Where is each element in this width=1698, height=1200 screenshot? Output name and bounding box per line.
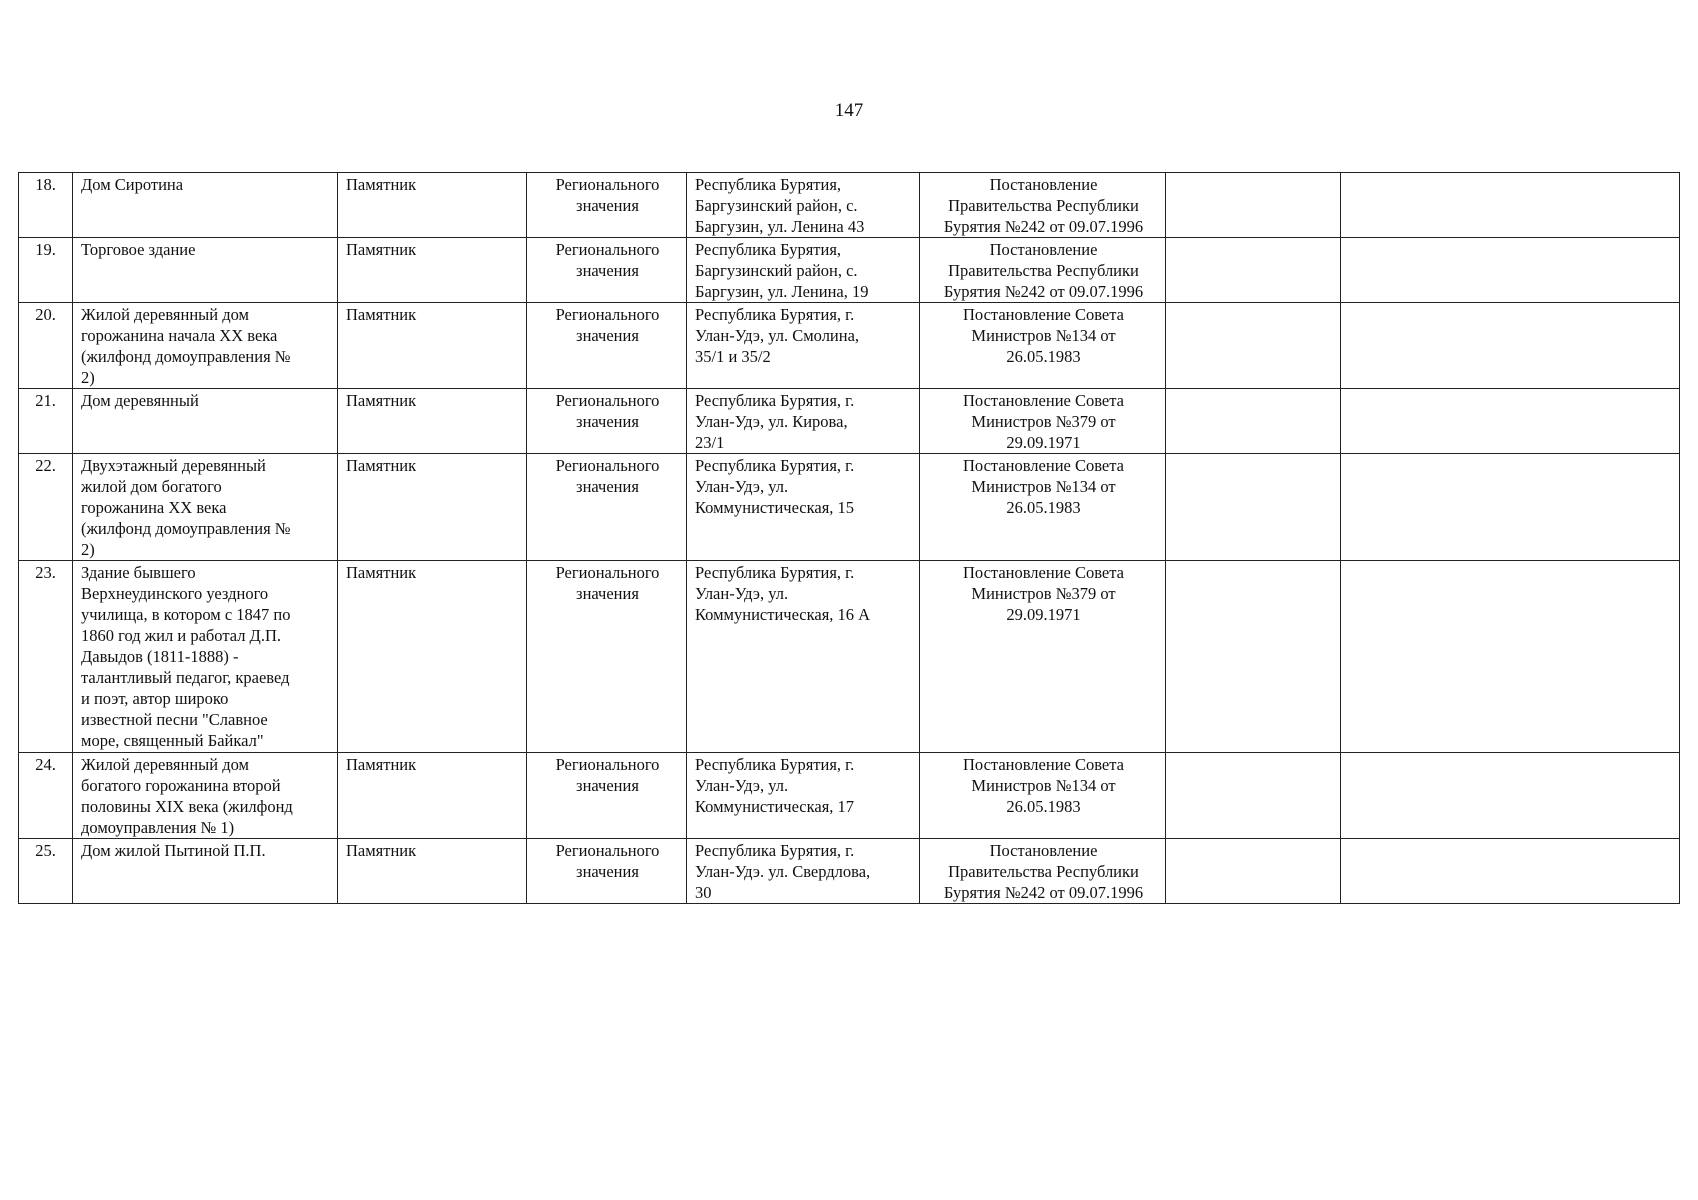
extra-cell-1 [1166, 389, 1341, 454]
object-significance: Регионального значения [527, 561, 687, 753]
object-significance: Регионального значения [527, 454, 687, 561]
object-category: Памятник [338, 173, 527, 238]
object-address: Республика Бурятия, г. Улан-Удэ, ул. Смолина, 35/1 и 35/2 [687, 303, 920, 389]
table-row [19, 173, 1680, 238]
object-address: Республика Бурятия, Баргузинский район, с. Баргузин, ул. Ленина, 19 [687, 238, 920, 303]
row-number: 21. [19, 389, 73, 454]
legal-document: Постановление Совета Министров №379 от 29.09.1971 [920, 389, 1166, 454]
extra-cell-1 [1166, 561, 1341, 753]
object-category: Памятник [338, 454, 527, 561]
legal-document: Постановление Совета Министров №379 от 29.09.1971 [920, 561, 1166, 753]
extra-cell-1 [1166, 753, 1341, 839]
extra-cell-2 [1341, 454, 1680, 561]
object-address: Республика Бурятия, г. Улан-Удэ, ул. Кирова, 23/1 [687, 389, 920, 454]
object-significance: Регионального значения [527, 303, 687, 389]
object-name: Дом деревянный [73, 389, 338, 454]
object-significance: Регионального значения [527, 839, 687, 904]
legal-document: Постановление Правительства Республики Бурятия №242 от 09.07.1996 [920, 173, 1166, 238]
object-address: Республика Бурятия, г. Улан-Удэ. ул. Свердлова, 30 [687, 839, 920, 904]
extra-cell-1 [1166, 173, 1341, 238]
page-number: 147 [834, 100, 864, 121]
object-address: Республика Бурятия, г. Улан-Удэ, ул. Коммунистическая, 16 А [687, 561, 920, 753]
object-category: Памятник [338, 238, 527, 303]
object-significance: Регионального значения [527, 173, 687, 238]
object-name: Жилой деревянный дом богатого горожанина второй половины XIX века (жилфонд домоуправления № 1) [73, 753, 338, 839]
extra-cell-1 [1166, 303, 1341, 389]
object-category: Памятник [338, 303, 527, 389]
object-name: Жилой деревянный дом горожанина начала XX века (жилфонд домоуправления № 2) [73, 303, 338, 389]
object-address: Республика Бурятия, г. Улан-Удэ, ул. Коммунистическая, 17 [687, 753, 920, 839]
extra-cell-2 [1341, 753, 1680, 839]
table-row [19, 389, 1680, 454]
object-category: Памятник [338, 389, 527, 454]
row-number: 19. [19, 238, 73, 303]
object-address: Республика Бурятия, г. Улан-Удэ, ул. Коммунистическая, 15 [687, 454, 920, 561]
object-name: Торговое здание [73, 238, 338, 303]
legal-document: Постановление Правительства Республики Бурятия №242 от 09.07.1996 [920, 839, 1166, 904]
extra-cell-1 [1166, 238, 1341, 303]
row-number: 24. [19, 753, 73, 839]
object-name: Здание бывшего Верхнеудинского уездного училища, в котором с 1847 по 1860 год жил и работал Д.П. Давыдов (1811-1888) - талантливый педагог, краевед и поэт, автор широко известной песни "Славное море, священный Байкал" [73, 561, 338, 753]
object-significance: Регионального значения [527, 753, 687, 839]
legal-document: Постановление Совета Министров №134 от 26.05.1983 [920, 303, 1166, 389]
table-row [19, 753, 1680, 839]
table-row [19, 303, 1680, 389]
row-number: 20. [19, 303, 73, 389]
extra-cell-1 [1166, 454, 1341, 561]
object-name: Двухэтажный деревянный жилой дом богатого горожанина XX века (жилфонд домоуправления № 2) [73, 454, 338, 561]
object-name: Дом жилой Пытиной П.П. [73, 839, 338, 904]
legal-document: Постановление Совета Министров №134 от 26.05.1983 [920, 753, 1166, 839]
extra-cell-2 [1341, 389, 1680, 454]
table-row [19, 238, 1680, 303]
row-number: 23. [19, 561, 73, 753]
object-category: Памятник [338, 753, 527, 839]
row-number: 18. [19, 173, 73, 238]
table-row [19, 454, 1680, 561]
object-significance: Регионального значения [527, 389, 687, 454]
object-category: Памятник [338, 839, 527, 904]
legal-document: Постановление Правительства Республики Бурятия №242 от 09.07.1996 [920, 238, 1166, 303]
heritage-registry-table [18, 172, 1680, 904]
object-name: Дом Сиротина [73, 173, 338, 238]
extra-cell-2 [1341, 561, 1680, 753]
extra-cell-2 [1341, 839, 1680, 904]
row-number: 22. [19, 454, 73, 561]
legal-document: Постановление Совета Министров №134 от 26.05.1983 [920, 454, 1166, 561]
table-row [19, 839, 1680, 904]
object-address: Республика Бурятия, Баргузинский район, с. Баргузин, ул. Ленина 43 [687, 173, 920, 238]
row-number: 25. [19, 839, 73, 904]
object-category: Памятник [338, 561, 527, 753]
extra-cell-2 [1341, 173, 1680, 238]
object-significance: Регионального значения [527, 238, 687, 303]
table-row [19, 561, 1680, 753]
extra-cell-2 [1341, 238, 1680, 303]
extra-cell-1 [1166, 839, 1341, 904]
extra-cell-2 [1341, 303, 1680, 389]
